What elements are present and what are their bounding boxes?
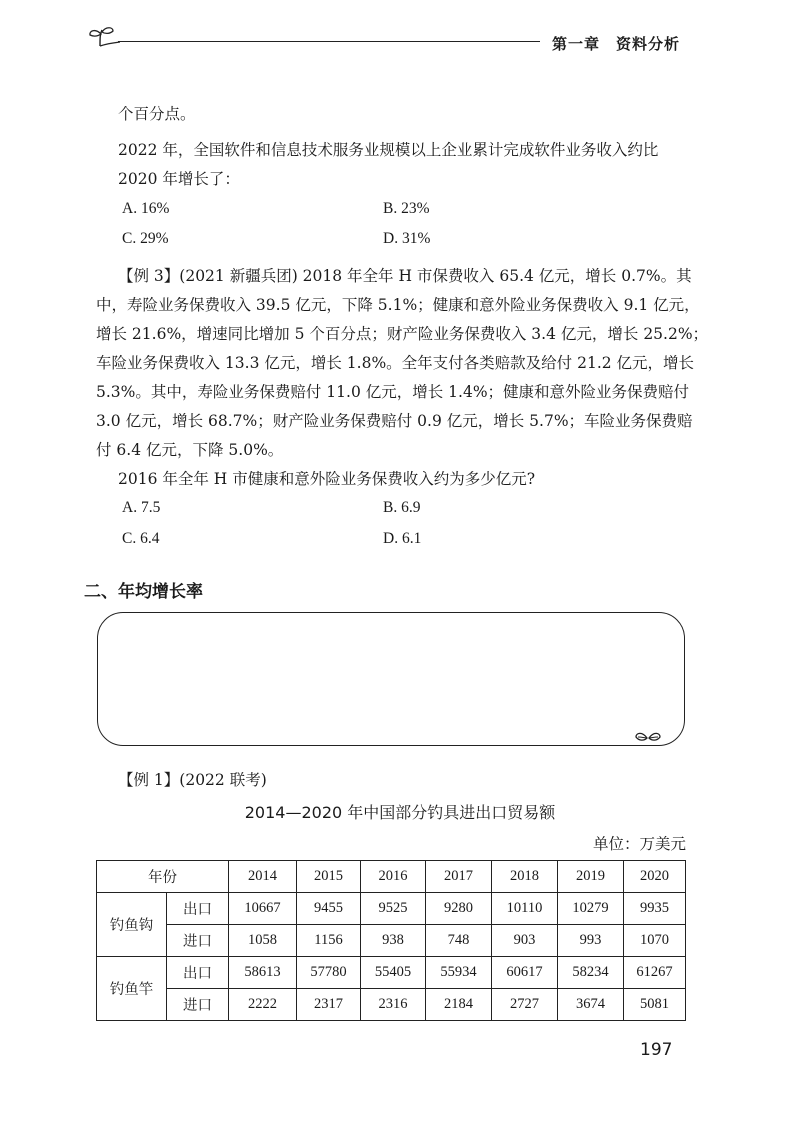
year-cell: 2016 — [361, 861, 426, 893]
value-cell: 55405 — [361, 957, 426, 989]
year-cell: 2014 — [229, 861, 297, 893]
year-cell: 2018 — [492, 861, 558, 893]
chapter-title: 资料分析 — [616, 35, 681, 53]
value-cell: 2316 — [361, 989, 426, 1021]
year-cell: 2020 — [624, 861, 686, 893]
group-cell: 钓鱼竿 — [97, 957, 167, 1021]
table-row — [97, 989, 686, 1021]
option-c: C. 6.4 — [122, 530, 160, 547]
question-stem-line: 2020 年增长了： — [118, 170, 240, 188]
value-cell: 748 — [426, 925, 492, 957]
value-cell: 2317 — [297, 989, 361, 1021]
year-cell: 2019 — [558, 861, 624, 893]
leaf-icon — [634, 729, 662, 745]
page-number: 197 — [640, 1040, 673, 1060]
value-cell: 10110 — [492, 893, 558, 925]
value-cell: 60617 — [492, 957, 558, 989]
example1-label: 【例 1】(2022 联考) — [118, 771, 267, 789]
option-a: A. 16% — [122, 200, 170, 217]
running-header — [552, 33, 680, 54]
example3-line: 3.0 亿元，增长 68.7%；财产险业务保费赔付 0.9 亿元，增长 5.7%；车险业务保费赔 — [96, 412, 693, 430]
table-unit: 单位：万美元 — [592, 835, 686, 853]
header-rule — [118, 41, 540, 42]
example3-line: 增长 21.6%，增速同比增加 5 个百分点；财产险业务保费收入 3.4 亿元，增长 25.2%； — [96, 325, 709, 343]
row-label: 进口 — [167, 989, 229, 1021]
option-b: B. 6.9 — [383, 499, 421, 516]
value-cell: 10279 — [558, 893, 624, 925]
value-cell: 5081 — [624, 989, 686, 1021]
value-cell: 903 — [492, 925, 558, 957]
value-cell: 9525 — [361, 893, 426, 925]
value-cell: 1156 — [297, 925, 361, 957]
section-title: 二、年均增长率 — [84, 582, 203, 602]
value-cell: 58613 — [229, 957, 297, 989]
group-cell: 钓鱼钩 — [97, 893, 167, 957]
question-stem-line: 2022 年，全国软件和信息技术服务业规模以上企业累计完成软件业务收入约比 — [118, 141, 659, 159]
value-cell: 57780 — [297, 957, 361, 989]
value-cell: 61267 — [624, 957, 686, 989]
table-row — [97, 893, 686, 925]
example3-line: 5.3%。其中，寿险业务保费赔付 11.0 亿元，增长 1.4%；健康和意外险业务保费赔付 — [96, 383, 690, 401]
paragraph-continuation: 个百分点。 — [118, 105, 196, 123]
example3-line: 【例 3】(2021 新疆兵团) 2018 年全年 H 市保费收入 65.4 亿元，增长 0.7%。其 — [118, 267, 692, 285]
example3-question: 2016 年全年 H 市健康和意外险业务保费收入约为多少亿元? — [118, 470, 536, 488]
value-cell: 9280 — [426, 893, 492, 925]
chapter-label: 第一章 — [552, 35, 601, 53]
value-cell: 9455 — [297, 893, 361, 925]
value-cell: 10667 — [229, 893, 297, 925]
example3-line: 中，寿险业务保费收入 39.5 亿元，下降 5.1%；健康和意外险业务保费收入 9.1 亿元， — [96, 296, 700, 314]
value-cell: 993 — [558, 925, 624, 957]
sprout-icon — [86, 24, 120, 48]
option-c: C. 29% — [122, 230, 169, 247]
value-cell: 2184 — [426, 989, 492, 1021]
value-cell: 9935 — [624, 893, 686, 925]
value-cell: 55934 — [426, 957, 492, 989]
table-row — [97, 957, 686, 989]
trade-table — [96, 860, 686, 1021]
example3-line: 付 6.4 亿元，下降 5.0%。 — [96, 441, 284, 459]
option-d: D. 6.1 — [383, 530, 422, 547]
header-cell: 年份 — [97, 861, 229, 893]
value-cell: 1070 — [624, 925, 686, 957]
table-title: 2014—2020 年中国部分钓具进出口贸易额 — [244, 803, 556, 822]
table-row — [97, 925, 686, 957]
example3-line: 车险业务保费收入 13.3 亿元，增长 1.8%。全年支付各类赔款及给付 21.2 亿元，增长 — [96, 354, 695, 372]
row-label: 出口 — [167, 957, 229, 989]
value-cell: 938 — [361, 925, 426, 957]
year-cell: 2017 — [426, 861, 492, 893]
option-a: A. 7.5 — [122, 499, 161, 516]
value-cell: 2727 — [492, 989, 558, 1021]
option-d: D. 31% — [383, 230, 431, 247]
table-header-row — [97, 861, 686, 893]
value-cell: 2222 — [229, 989, 297, 1021]
row-label: 出口 — [167, 893, 229, 925]
value-cell: 58234 — [558, 957, 624, 989]
option-b: B. 23% — [383, 200, 430, 217]
year-cell: 2015 — [297, 861, 361, 893]
value-cell: 1058 — [229, 925, 297, 957]
value-cell: 3674 — [558, 989, 624, 1021]
note-box — [97, 612, 685, 746]
row-label: 进口 — [167, 925, 229, 957]
